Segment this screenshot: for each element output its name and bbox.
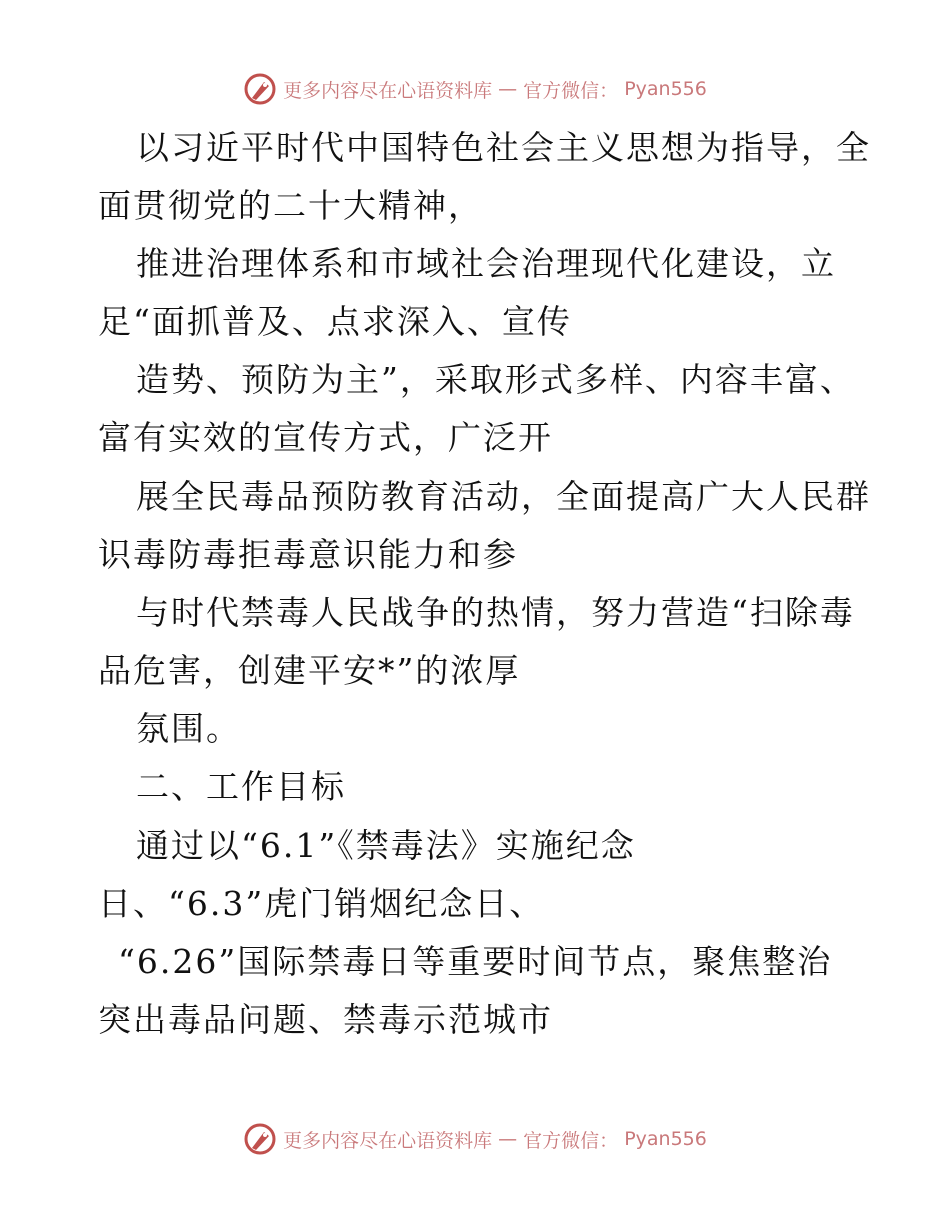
body-line: 面贯彻党的二十大精神，	[98, 186, 483, 225]
body-line: “6.26”国际禁毒日等重要时间节点，聚焦整治	[118, 942, 833, 981]
pen-nib-logo-icon	[243, 1122, 277, 1156]
watermark-separator: —	[498, 78, 518, 100]
watermark-text: 更多内容尽在心语资料库	[283, 79, 493, 102]
body-line: 突出毒品问题、禁毒示范城市	[98, 1000, 553, 1039]
watermark-separator: —	[498, 1128, 518, 1150]
watermark-wechat-label: 官方微信：	[523, 79, 619, 102]
body-line: 造势、预防为主”，采取形式多样、内容丰富、	[136, 360, 855, 399]
body-line: 足“面抓普及、点求深入、宣传	[98, 302, 572, 341]
watermark-wechat-id: Pyan556	[624, 1128, 707, 1150]
section-heading: 二、工作目标	[136, 767, 346, 806]
watermark-wechat-id: Pyan556	[624, 78, 707, 100]
body-line: 品危害，创建平安*”的浓厚	[98, 651, 521, 690]
body-line: 通过以“6.1”《禁毒法》实施纪念	[136, 826, 636, 865]
watermark-text: 更多内容尽在心语资料库	[283, 1129, 493, 1152]
watermark-wechat-label: 官方微信：	[523, 1129, 619, 1152]
body-line: 富有实效的宣传方式，广泛开	[98, 418, 553, 457]
body-line: 以习近平时代中国特色社会主义思想为指导，全	[136, 128, 871, 167]
body-line: 推进治理体系和市域社会治理现代化建设，立	[136, 244, 836, 283]
body-line: 氛围。	[136, 709, 241, 748]
pen-nib-logo-icon	[243, 72, 277, 106]
body-line: 日、“6.3”虎门销烟纪念日、	[98, 884, 545, 923]
body-line: 识毒防毒拒毒意识能力和参	[98, 535, 518, 574]
footer-watermark	[0, 1122, 950, 1156]
body-line: 与时代禁毒人民战争的热情，努力营造“扫除毒	[136, 593, 855, 632]
header-watermark	[0, 72, 950, 106]
body-line: 展全民毒品预防教育活动，全面提高广大人民群	[136, 477, 871, 516]
